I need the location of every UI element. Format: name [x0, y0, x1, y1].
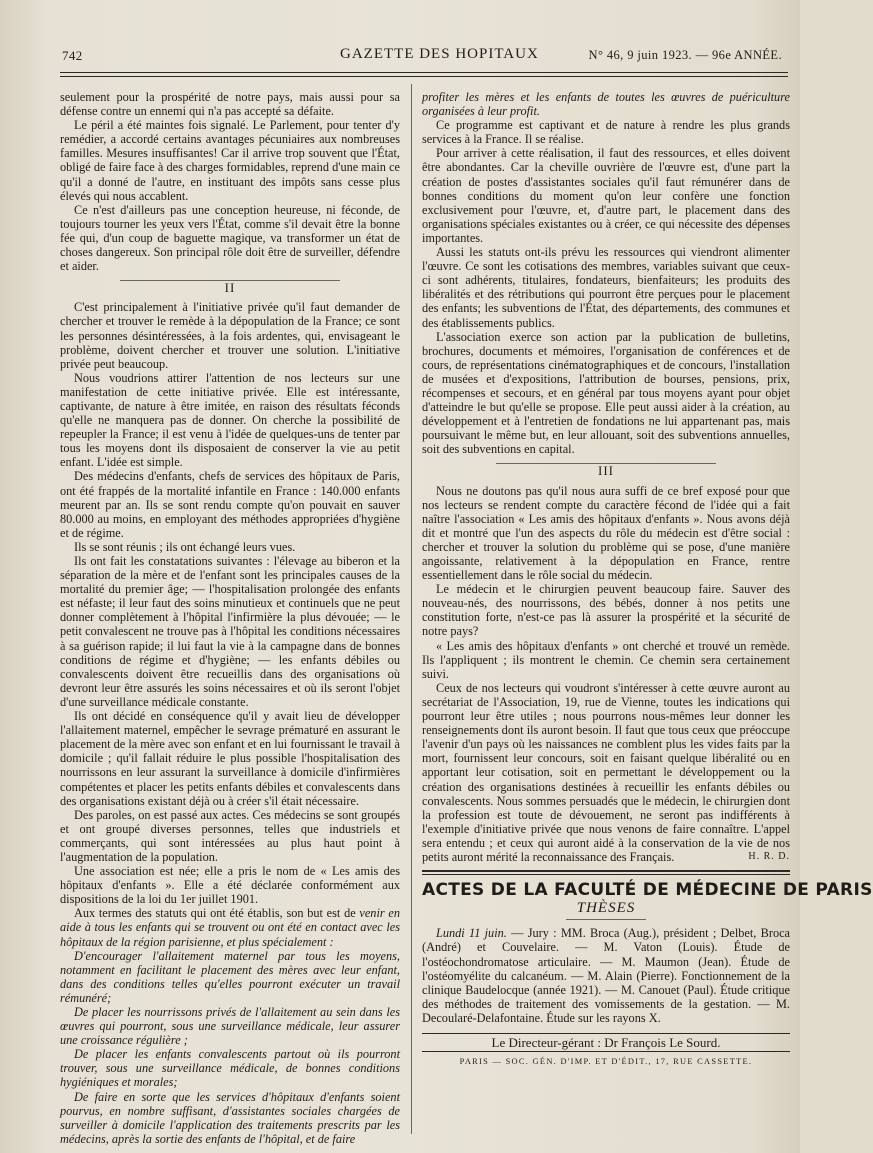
paragraph: Nous voudrions attirer l'attention de nos lecteurs sur une manifestation de cette initiative privée. Elle est intéressante, captivante, de nature à être imitée, en raison des résultats féconds qu'elle ne manquera pas de donner. On cherche la possibilité de repeupler la France; il est venu à l'idée de quelques-uns de tenter par tous les moyens dont ils disposaient de conserver la vie au petit enfant. L'idée est simple.: [60, 370, 400, 470]
paragraph: Des paroles, on est passé aux actes. Ces médecins se sont groupés et ont groupé diverses personnes, telles que industriels et commerçants, qui sont intéressées au plus haut point à l'augmentation de la population.: [60, 807, 400, 864]
paragraph: C'est principalement à l'initiative privée qu'il faut demander de chercher et trouver le remède à la dépopulation de la France; ce sont les personnes désintéressées, à la fois ardentes, qui, envisageant le problème, doivent chercher et trouver une solution. L'initiative privée peut beaucoup.: [60, 300, 400, 371]
statute-item: D'encourager l'allaitement maternel par tous les moyens, notamment en facilitant le placement des mères avec leur enfant, dans des conditions telles qu'elles pourront exécuter un travail rémunéré;: [60, 948, 400, 1005]
column-divider: [411, 84, 412, 1134]
theses-date: Lundi 11 juin.: [436, 926, 507, 941]
statute-item: profiter les mères et les enfants de toutes les œuvres de puériculture organisées à leur profit.: [422, 90, 790, 119]
paragraph: Nous ne doutons pas qu'il nous aura suffi de ce bref exposé pour que nos lecteurs se rendent compte du caractère fécond de l'idée qui a fait naître l'association « Les amis des hôpitaux d'enfants ». Nous avons déjà dit et montré que l'un des aspects du rôle du médecin est d'être social : chercher et trouver la solution du problème qui se pose, d'une manière angoissante, relativement à la dépopulation en France, rentre essentiellement dans le rôle social du médecin.: [422, 483, 790, 583]
section-numeral: II: [224, 280, 236, 296]
paragraph: Ils ont fait les constatations suivantes : l'élevage au biberon et la séparation de la mère et de l'enfant sont les principales causes de la mortalité du premier âge; — l'hospitalisation prolongée des enfants est néfaste; il leur faut des soins minutieux et continuels que ne peut donner complètement à l'hôpital l'infirmière la plus dévouée; — le petit convalescent ne trouve pas à l'hôpital les conditions nécessaires à sa guérison rapide; il lui faut la vie à la campagne dans de bonnes conditions de régime et d'hygiène; — les enfants débiles ou convalescents doivent être recueillis dans des organisations où devront leur être assurés les soins nécessaires et où ils seront l'objet d'une surveillance médicale constante.: [60, 554, 400, 709]
paragraph: Ils ont décidé en conséquence qu'il y avait lieu de développer l'allaitement maternel, empêcher le sevrage prématuré en assurant le placement de la mère avec son enfant et en lui fournissant le travail à domicile ; qu'il fallait réduire le plus possible l'hospitalisation des nourrissons en leur assurant la surveillance à domicile d'infirmières compétentes et placer les petits enfants débiles et convalescents dans des organisations existant déjà ou à créer s'il était nécessaire.: [60, 709, 400, 808]
left-column: [60, 90, 400, 1146]
statute-item: De faire en sorte que les services d'hôpitaux d'enfants soient pourvus, en nombre suffisant, d'assistantes sociales chargées de surveiller à domicile l'application des traitements prescrits par les médecins, après la sortie des enfants de l'hôpital, et de faire: [60, 1089, 400, 1146]
statute-item: De placer les nourrissons privés de l'allaitement au sein dans les œuvres qui pourront, sous une surveillance médicale, leur assurer une croissance régulière ;: [60, 1005, 400, 1048]
paragraph: Le péril a été maintes fois signalé. Le Parlement, pour tenter d'y remédier, a accordé certains avantages pécuniaires aux nombreuses familles. Mesures insuffisantes! Car il arrive trop souvent que l'État, obligé de faire face à des charges formidables, reprend d'une main ce qu'il a donné de l'autre, en instituant des impôts sans cesse plus élevés qui nous accablent.: [60, 118, 400, 203]
page-header: [40, 46, 782, 68]
section-numeral: III: [598, 463, 614, 479]
statute-item: De placer les enfants convalescents partout où ils pourront trouver, sous une surveillance médicale, de bonnes conditions hygiéniques et morales;: [60, 1047, 400, 1090]
paragraph: seulement pour la prospérité de notre pays, mais aussi pour sa défense contre un ennemi qui n'a pas accepté sa défaite.: [60, 90, 400, 119]
acts-rule: [422, 870, 790, 872]
paragraph: L'association exerce son action par la publication de bulletins, brochures, documents et mémoires, l'organisation de conférences et de cours, de représentations cinématographiques et de concours, l'installation de musées et d'expositions, l'attribution de bourses, pensions, prix, récompenses et secours, et en général par tous moyens ayant pour objet d'atteindre le but qu'elle se propose. Elle peut aussi aider à la création, au développement et à l'entretien de fondations ne lui appartenant pas, mais poursuivant le même but, en leur allouant, soit des subventions annuelles, soit des subventions en capital.: [422, 329, 790, 457]
theses-body: — Jury : MM. Broca (Aug.), président ; Delbet, Broca (André) et Couvelaire. — M. Vaton (Louis). Étude de l'ostéochondromatose articulaire. — M. Maumon (Jean). Étude de l'ostéomyélite du calcanéum. — M. Alain (Pierre). Fonctionnement de la clinique Baudelocque (année 1921). — M. Canouet (Paul). Étude critique des méthodes de traitement des vomissements de la gestation. — M. Decoularé-Delafontaine. Étude sur les rayons X.: [422, 926, 791, 1025]
statute-purpose: venir en aide à tous les enfants qui se trouvent ou ont été en contact avec les hôpitaux de la région parisienne, et plus spécialement :: [60, 906, 400, 949]
right-column: [422, 90, 873, 1069]
paragraph: « Les amis des hôpitaux d'enfants » ont cherché et trouvé un remède. Ils l'appliquent ; ils montrent le chemin. Ce chemin sera certainement suivi.: [422, 638, 790, 681]
header-rule-thin: [60, 76, 788, 77]
issue-info: N° 46, 9 juin 1923. — 96e ANNÉE.: [588, 48, 782, 62]
author-signature: H. R. D.: [748, 851, 790, 863]
director-line: Le Directeur-gérant : Dr François Le Sourd.: [422, 1033, 790, 1052]
theses-rule: [566, 919, 646, 920]
header-rule: [60, 72, 788, 73]
paragraph: Une association est née; elle a pris le nom de « Les amis des hôpitaux d'enfants ». Elle a été déclarée conformément aux dispositions de la loi du 1er juillet 1901.: [60, 864, 400, 907]
paragraph: Aussi les statuts ont-ils prévu les ressources qui viendront alimenter l'œuvre. Ce sont les cotisations des membres, variables suivant que ceux-ci sont adhérents, titulaires, fondateurs, bienfaiteurs; les produits des libéralités et des rétributions qui pourront être perçues pour le placement des enfants; les subventions de l'État, des départements, des communes et des établissements publics.: [422, 245, 790, 330]
paragraph: [60, 906, 400, 948]
paragraph: Le médecin et le chirurgien peuvent beaucoup faire. Sauver des nouveau-nés, des nourrissons, des bébés, donner à nos petits une constitution forte, n'est-ce pas là assurer la prospérité et la sécurité de notre pays?: [422, 582, 790, 639]
paragraph: Ils se sont réunis ; ils ont échangé leurs vues.: [74, 539, 296, 554]
acts-heading: ACTES DE LA FACULTÉ DE MÉDECINE DE PARIS: [422, 880, 873, 901]
theses-listing: [422, 926, 790, 1025]
statute-intro: Aux termes des statuts qui ont été établis, son but est de: [74, 906, 360, 921]
printer-imprint: PARIS — SOC. GÉN. D'IMP. ET D'ÉDIT., 17, RUE CASSETTE.: [459, 1057, 753, 1067]
journal-title: GAZETTE DES HOPITAUX: [340, 46, 539, 62]
paragraph: Des médecins d'enfants, chefs de services des hôpitaux de Paris, ont été frappés de la mortalité infantile en France : 140.000 enfants meurent par an. Ils se sont rendu compte qu'on pouvait en sauver 80.000 au moins, en employant des méthodes appropriées d'hygiène et de régime.: [60, 469, 400, 540]
paragraph: Pour arriver à cette réalisation, il faut des ressources, et elles doivent être abondantes. Car la cheville ouvrière de l'œuvre est, d'une part la création de postes d'assistantes sociales qu'il faut rémunérer dans de bonnes conditions du moment qu'on leur confère une fonction exclusivement pour l'œuvre, et, d'autre part, le placement dans des organisations spéciales existantes ou à créer, ce qui nécessite des dépenses importantes.: [422, 146, 790, 245]
theses-heading: THÈSES: [576, 900, 636, 917]
section-heading: [60, 280, 400, 295]
paragraph: Ce programme est captivant et de nature à rendre les plus grands services à la France. Il se réalise.: [422, 118, 790, 147]
page-number: 742: [62, 48, 83, 63]
acts-rule-thin: [422, 874, 790, 875]
section-heading: [422, 463, 790, 478]
paragraph: Ce n'est d'ailleurs pas une conception heureuse, ni féconde, de toujours tourner les yeux vers l'État, comme s'il devait être la bonne fée qui, d'un coup de baguette magique, va transformer un état de choses dangereux. Son principal rôle doit être de surveiller, défendre et aider.: [60, 202, 400, 274]
paragraph: Ceux de nos lecteurs qui voudront s'intéresser à cette œuvre auront au secrétariat de l'Association, 19, rue de Vienne, toutes les indications qui pourront leur être utiles ; nous pourrons nous-mêmes leur donner les renseignements dont ils auront besoin. Il faut que tous ceux que préoccupe l'avenir d'un pays où les naissances ne comblent plus les vides faits par la mort, fournissent leur concours, soit en faisant quelque libéralité ou en apportant leur cotisation, soit en permettant le développement ou la création des organisations destinées à recueillir les enfants débiles ou convalescents. Nous sommes persuadés que le médecin, le chirurgien dont la profession est toute de dévouement, ne seront pas indifférents à l'exemple d'initiative privée que nous venons de faire connaître. L'appel sera entendu ; et ceux qui auront aidé à la conservation de la vie de nos petits auront mérité la reconnaissance des Français.: [422, 680, 790, 864]
